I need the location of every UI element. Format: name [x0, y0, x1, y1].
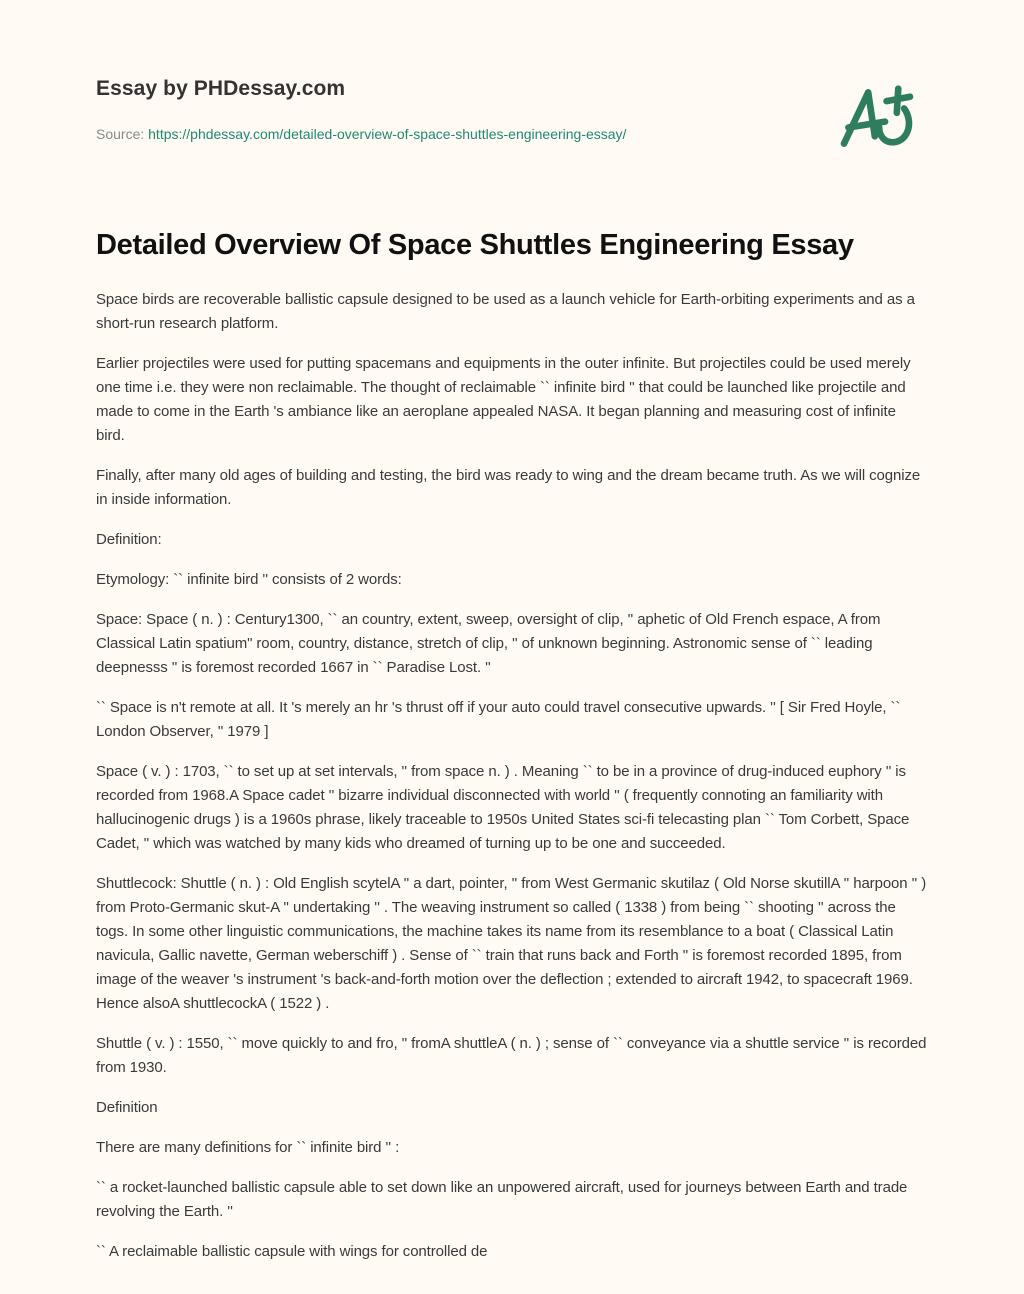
a-plus-grade-icon	[822, 68, 932, 168]
page-title: Detailed Overview Of Space Shuttles Engineering Essay	[96, 229, 854, 261]
paragraph: There are many definitions for `` infinite bird '' :	[96, 1139, 400, 1156]
paragraph: Space ( v. ) : 1703, `` to set up at set intervals, '' from space n. ) . Meaning `` to be in a province of drug-induced euphory '' is recorded from 1968.A Space cadet '' bizarre individual disconnected with world '' ( frequently connoting an familiarity with hallucinogenic drugs ) is a 1960s phrase, likely traceable to 1950s United States sci-fi telecasting plan `` Tom Corbett, Space Cadet, '' which was watched by many kids who dreamed of turning up to be one and succeeded.	[96, 763, 910, 852]
section-label: Definition:	[96, 531, 162, 548]
paragraph: Finally, after many old ages of building and testing, the bird was ready to wing and the dream became truth. As we will cognize in inside information.	[96, 467, 921, 508]
paragraph: Etymology: `` infinite bird '' consists of 2 words:	[96, 571, 402, 588]
paragraph: Earlier projectiles were used for putting spacemans and equipments in the outer infinite. But projectiles could be used merely one time i.e. they were non reclaimable. The thought of reclaimable `` infinite bird '' that could be launched like projectile and made to come in the Earth 's ambiance like an aeroplane appealed NASA. It began planning and measuring cost of infinite bird.	[96, 355, 911, 444]
section-label: Definition	[96, 1099, 158, 1116]
article	[96, 226, 928, 1280]
quote-paragraph: `` a rocket-launched ballistic capsule able to set down like an unpowered aircraft, used for journeys between Earth and trade revolving the Earth. ''	[96, 1179, 908, 1220]
quote-paragraph: `` Space is n't remote at all. It 's merely an hr 's thrust off if your auto could travel consecutive upwards. '' [ Sir Fred Hoyle, `` London Observer, '' 1979 ]	[96, 699, 901, 740]
page-header	[96, 74, 796, 144]
source-label: Source:	[96, 126, 149, 142]
truncated-paragraph: `` A reclaimable ballistic capsule with wings for controlled de	[96, 1243, 488, 1260]
paragraph: Space birds are recoverable ballistic capsule designed to be used as a launch vehicle for Earth-orbiting experiments and as a short-run research platform.	[96, 291, 915, 332]
paragraph: Space: Space ( n. ) : Century1300, `` an country, extent, sweep, oversight of clip, '' aphetic of Old French espace, A from Classical Latin spatium" room, country, distance, stretch of clip, '' of unknown beginning. Astronomic sense of `` leading deepnesss '' is foremost recorded 1667 in `` Paradise Lost. ''	[96, 611, 881, 676]
site-title: Essay by PHDessay.com	[96, 77, 346, 100]
source-link[interactable]: https://phdessay.com/detailed-overview-of-space-shuttles-engineering-essay/	[148, 126, 627, 142]
paragraph: Shuttlecock: Shuttle ( n. ) : Old English scytelA '' a dart, pointer, '' from West Germanic skutilaz ( Old Norse skutillA '' harpoon '' ) from Proto-Germanic skut-A '' undertaking '' . The weaving instrument so called ( 1338 ) from being `` shooting '' across the togs. In some other linguistic communications, the machine takes its name from its resemblance to a boat ( Classical Latin navicula, Gallic navette, German weberschiff ) . Sense of `` train that runs back and Forth '' is foremost recorded 1895, from image of the weaver 's instrument 's back-and-forth motion over the deflection ; extended to aircraft 1942, to spacecraft 1969. Hence alsoA shuttlecockA ( 1522 ) .	[96, 875, 927, 1012]
source-line	[96, 124, 796, 144]
paragraph: Shuttle ( v. ) : 1550, `` move quickly to and fro, '' fromA shuttleA ( n. ) ; sense of `` conveyance via a shuttle service '' is recorded from 1930.	[96, 1035, 927, 1076]
